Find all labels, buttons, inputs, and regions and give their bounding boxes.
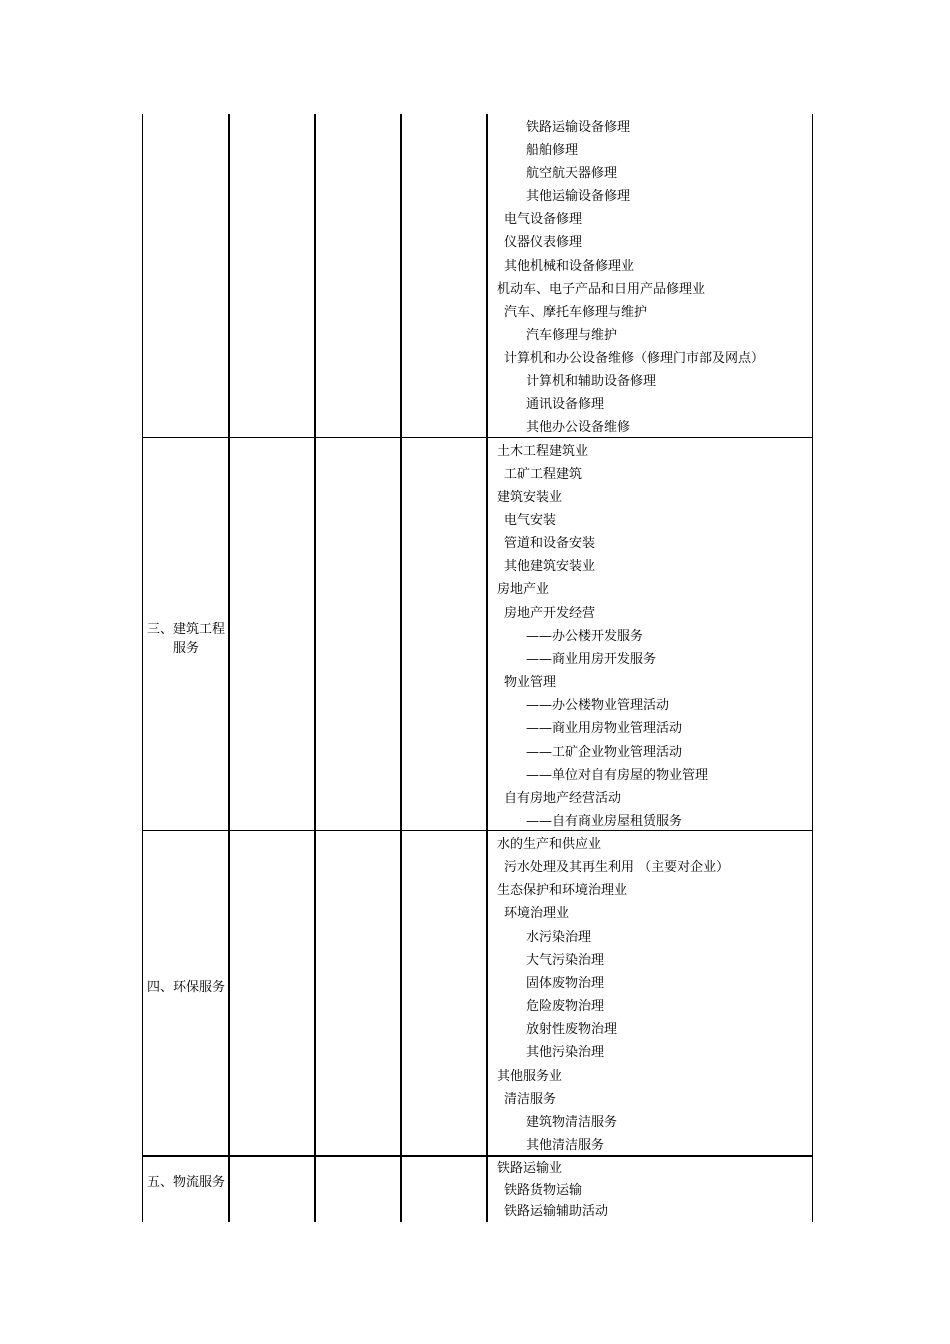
list-item: 大气污染治理: [526, 953, 605, 968]
list-item: 土木工程建筑业: [497, 444, 589, 459]
list-item: 其他清洁服务: [526, 1138, 605, 1153]
list-item: 铁路运输业: [497, 1161, 563, 1176]
list-item: 危险废物治理: [526, 999, 605, 1014]
list-item: 水污染治理: [526, 930, 592, 945]
list-item: 污水处理及其再生利用 （主要对企业）: [504, 860, 730, 875]
list-item: 其他建筑安装业: [504, 559, 596, 574]
list-item: 自有房地产经营活动: [504, 791, 622, 806]
list-item: 机动车、电子产品和日用产品修理业: [497, 282, 706, 297]
list-item: 建筑物清洁服务: [526, 1115, 618, 1130]
row-divider-logistics: [142, 1155, 813, 1157]
list-item: 清洁服务: [504, 1092, 557, 1107]
list-item: 航空航天器修理: [526, 166, 618, 181]
list-item: 管道和设备安装: [504, 536, 596, 551]
list-item: 其他办公设备维修: [526, 420, 631, 435]
list-item: 环境治理业: [504, 906, 570, 921]
column-divider-1: [228, 114, 230, 1222]
list-item: 计算机和办公设备维修（修理门市部及网点）: [504, 351, 765, 366]
list-item: 工矿工程建筑: [504, 467, 583, 482]
list-item: ——办公楼开发服务: [526, 629, 644, 644]
list-item: ——办公楼物业管理活动: [526, 698, 670, 713]
column-divider-4: [486, 114, 488, 1222]
row-divider-environment: [142, 830, 813, 831]
list-item: 铁路运输辅助活动: [504, 1204, 609, 1219]
list-item: 水的生产和供应业: [497, 837, 602, 852]
list-item: 计算机和辅助设备修理: [526, 374, 657, 389]
list-item: 船舶修理: [526, 143, 579, 158]
list-item: 固体废物治理: [526, 976, 605, 991]
list-item: 物业管理: [504, 675, 557, 690]
list-item: ——工矿企业物业管理活动: [526, 745, 683, 760]
list-item: ——自有商业房屋租赁服务: [526, 814, 683, 829]
list-item: 房地产业: [497, 582, 550, 597]
list-item: 汽车、摩托车修理与维护: [504, 305, 648, 320]
column-divider-3: [400, 114, 402, 1222]
list-item: 生态保护和环境治理业: [497, 883, 628, 898]
list-item: 房地产开发经营: [504, 606, 596, 621]
list-item: 放射性废物治理: [526, 1022, 618, 1037]
list-item: 通讯设备修理: [526, 397, 605, 412]
list-item: 仪器仪表修理: [504, 235, 583, 250]
list-item: 其他机械和设备修理业: [504, 259, 635, 274]
row-divider-construction: [142, 437, 813, 438]
list-item: ——商业用房物业管理活动: [526, 721, 683, 736]
list-item: ——商业用房开发服务: [526, 652, 657, 667]
column-divider-2: [314, 114, 316, 1222]
list-item: 其他污染治理: [526, 1045, 605, 1060]
list-item: 电气安装: [504, 513, 557, 528]
list-item: 铁路货物运输: [504, 1183, 583, 1198]
list-item: 其他服务业: [497, 1069, 563, 1084]
category-environmental-services: 四、环保服务: [146, 980, 225, 995]
list-item: 汽车修理与维护: [526, 328, 618, 343]
category-construction-services: 三、建筑工程服务: [146, 622, 225, 656]
list-item: ——单位对自有房屋的物业管理: [526, 768, 709, 783]
table-border-right: [812, 114, 813, 1222]
list-item: 其他运输设备修理: [526, 189, 631, 204]
list-item: 电气设备修理: [504, 212, 583, 227]
list-item: 建筑安装业: [497, 490, 563, 505]
category-logistics-services: 五、物流服务: [146, 1175, 225, 1190]
table-border-left: [142, 114, 143, 1222]
list-item: 铁路运输设备修理: [526, 120, 631, 135]
